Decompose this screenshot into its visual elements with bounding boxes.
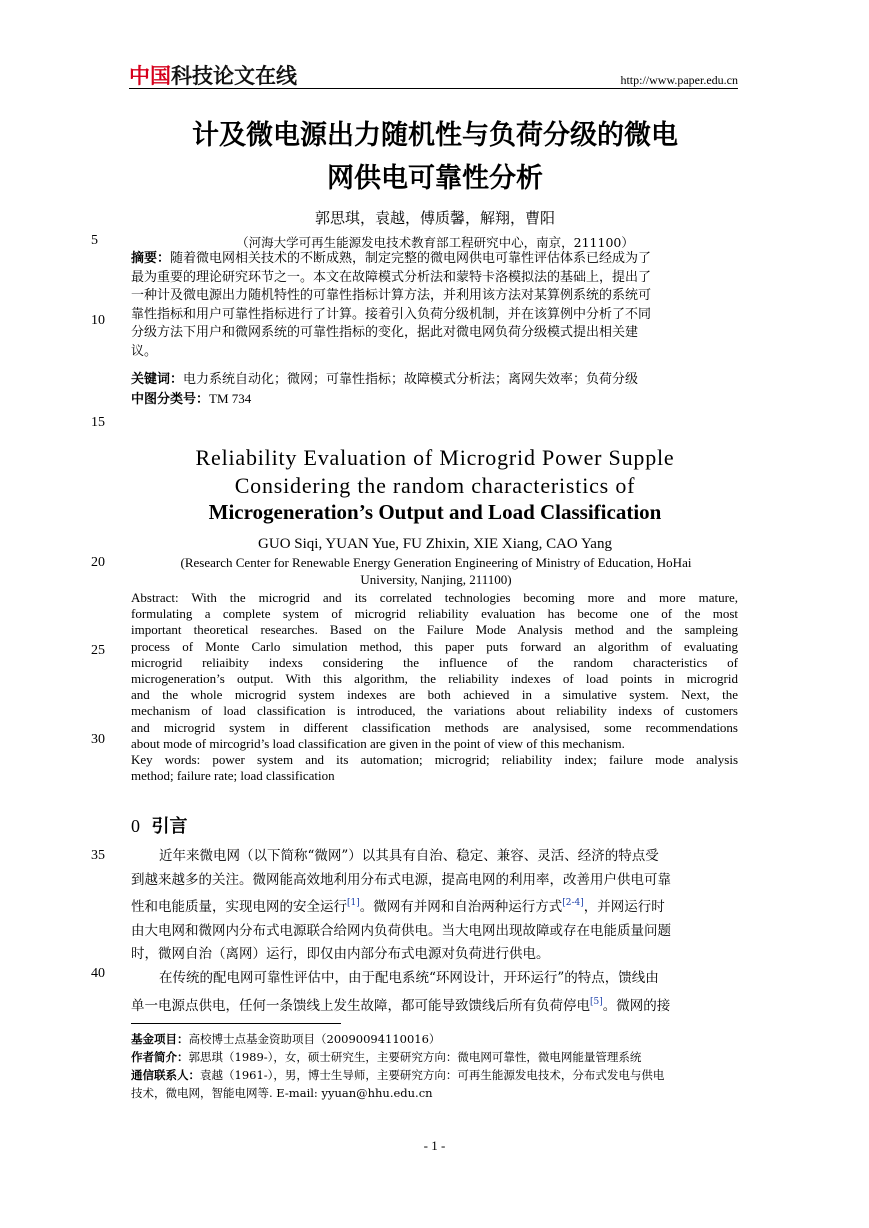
line-number: 40 <box>91 966 105 981</box>
abstract-en-line: formulating a complete system of microgrid reliability evaluation has become one of the most <box>131 606 738 622</box>
author-text: 郭思琪（1989-），女，硕士研究生，主要研究方向：微电网可靠性，微电网能量管理系统 <box>188 1050 642 1064</box>
abstract-cn-line: 随着微电网相关技术的不断成熟，制定完整的微电网供电可靠性评估体系已经成为了 <box>170 251 652 266</box>
intro-line: 在传统的配电网可靠性评估中，由于配电系统“环网设计，开环运行”的特点，馈线由 <box>159 969 659 986</box>
title-en-line1: Reliability Evaluation of Microgrid Power Supple <box>195 445 675 470</box>
keywords-en-label: Key words: <box>131 752 201 768</box>
line-number: 5 <box>91 233 98 248</box>
intro-line: 由大电网和微网内分布式电源联合给网内负荷供电。当大电网出现故障或存在电能质量问题 <box>131 922 671 939</box>
citation-link[interactable]: [1] <box>347 898 360 909</box>
site-logo <box>129 60 297 90</box>
intro-text: 。微网有并网和自治两种运行方式 <box>359 899 563 916</box>
section-heading <box>131 812 187 838</box>
abstract-en-line: and microgrid system in different classification methods are analysised, some recommendations <box>131 719 738 735</box>
abstract-en-label: Abstract: <box>131 590 179 605</box>
intro-line: 近年来微电网（以下简称“微网”）以其具有自治、稳定、兼容、灵活、经济的特点受 <box>159 848 659 864</box>
affiliation-en-line2: University, Nanjing, 211100) <box>360 572 512 587</box>
contact-label: 通信联系人： <box>131 1068 200 1082</box>
line-number: 10 <box>91 313 105 328</box>
abstract-cn-line: 议。 <box>131 343 158 359</box>
line-number: 25 <box>91 643 105 658</box>
keywords-en-line: power system and its automation; microgrid; reliability index; failure mode analysis <box>212 752 739 768</box>
intro-text: ，并网运行时 <box>583 899 665 916</box>
title-en-line2: Considering the random characteristics of <box>234 473 636 498</box>
abstract-en-line: about mode of mircogrid’s load classification are given in the point of view of this mechanism. <box>131 735 625 751</box>
abstract-en-line: process of Monte Carlo simulation method, this paper puts forward an algorithm of evaluating <box>131 638 738 654</box>
keywords-cn-label: 关键词： <box>131 372 184 387</box>
line-number: 15 <box>91 415 105 430</box>
title-en-line3: Microgeneration’s Output and Load Classification <box>208 500 662 524</box>
intro-line <box>131 892 738 920</box>
logo-black-text: 科技论文在线 <box>171 64 297 88</box>
clc-text: TM 734 <box>209 391 252 406</box>
header-url[interactable]: http://www.paper.edu.cn <box>620 73 738 87</box>
abstract-en-line: With the microgrid and its correlated technologies becoming more and more mature, <box>191 590 738 605</box>
clc-label: 中图分类号： <box>131 392 210 407</box>
author-label: 作者简介： <box>131 1050 189 1064</box>
title-cn-line2: 网供电可靠性分析 <box>327 163 543 194</box>
intro-line: 时，微网自治（离网）运行，即仅由内部分布式电源对负荷进行供电。 <box>131 946 550 963</box>
intro-text: 。微网的接 <box>602 997 671 1014</box>
abstract-en <box>131 590 738 784</box>
keywords-cn-text: 电力系统自动化；微网；可靠性指标；故障模式分析法；离网失效率；负荷分级 <box>183 372 639 387</box>
logo-red-text: 中国 <box>129 64 171 88</box>
abstract-en-line: microgrid reliaibity indexs considering the influence of the random characteristics of <box>131 654 738 670</box>
line-number: 35 <box>91 848 105 863</box>
header-divider <box>129 88 738 89</box>
title-cn-line1: 计及微电源出力随机性与负荷分级的微电 <box>192 120 678 151</box>
authors-en: GUO Siqi, YUAN Yue, FU Zhixin, XIE Xiang, CAO Yang <box>258 536 612 552</box>
abstract-en-line: microgeneration’s output. With this algorithm, the reliability indexes of load points in microgrid <box>131 671 738 687</box>
citation-link[interactable]: [2-4] <box>562 898 584 909</box>
affiliation-en-line1: (Research Center for Renewable Energy Generation Engineering of Ministry of Education, HoHai <box>180 555 692 570</box>
contact-text-cont: 技术，微电网，智能电网等. E-mail: yyuan@hhu.edu.cn <box>131 1086 433 1100</box>
abstract-en-line: mechanism of load classification is introduced, the variations about reliability indexs of customers <box>131 703 738 719</box>
intro-text: 单一电源点供电，任何一条馈线上发生故障，都可能导致馈线后所有负荷停电 <box>131 997 590 1014</box>
line-number: 20 <box>91 555 105 570</box>
contact-text: 袁越（1961-），男，博士生导师，主要研究方向：可再生能源发电技术，分布式发电与供电 <box>200 1068 665 1082</box>
authors-cn: 郭思琪，袁越，傅质馨，解翔，曹阳 <box>314 209 555 227</box>
line-number: 30 <box>91 732 105 747</box>
keywords-en-line: method; failure rate; load classification <box>131 768 335 784</box>
abstract-cn-line: 分级方法下用户和微网系统的可靠性指标的变化，据此对微电网负荷分级模式提出相关建 <box>131 325 639 340</box>
abstract-en-line: and the whole microgrid system indexes are both achieved in a simulative system. Next, the <box>131 687 738 703</box>
abstract-cn <box>131 250 738 361</box>
intro-line <box>131 991 738 1019</box>
citation-link[interactable]: [5] <box>590 996 603 1007</box>
footnotes <box>131 1030 738 1102</box>
fund-label: 基金项目： <box>131 1032 189 1046</box>
abstract-en-line: important theoretical researches. Based on the Failure Mode Analysis method and the sampleing <box>131 622 738 638</box>
abstract-cn-line: 靠性指标和用户可靠性指标进行了计算。接着引入负荷分级机制，并在该算例中分析了不同 <box>131 306 652 322</box>
abstract-cn-line: 一种计及微电源出力随机特性的可靠性指标计算方法，并利用该方法对某算例系统的系统可 <box>131 288 652 303</box>
intro-text: 性和电能质量，实现电网的安全运行 <box>131 899 347 916</box>
footnote-divider <box>131 1023 341 1024</box>
fund-text: 高校博士点基金资助项目（20090094110016） <box>188 1032 441 1046</box>
abstract-cn-label: 摘要： <box>131 251 171 266</box>
section-title: 引言 <box>151 816 188 837</box>
intro-line: 到越来越多的关注。微网能高效地利用分布式电源，提高电网的利用率，改善用户供电可靠 <box>131 871 671 888</box>
affiliation-cn: （河海大学可再生能源发电技术教育部工程研究中心，南京，211100） <box>236 235 634 250</box>
keywords-cn <box>131 371 738 390</box>
intro-paragraph-1 <box>131 845 738 1018</box>
page-number: - 1 - <box>423 1138 446 1153</box>
abstract-cn-line: 最为重要的理论研究环节之一。本文在故障模式分析法和蒙特卡洛模拟法的基础上，提出了 <box>131 269 652 285</box>
clc-code <box>131 390 738 410</box>
section-number: 0 <box>131 816 140 836</box>
